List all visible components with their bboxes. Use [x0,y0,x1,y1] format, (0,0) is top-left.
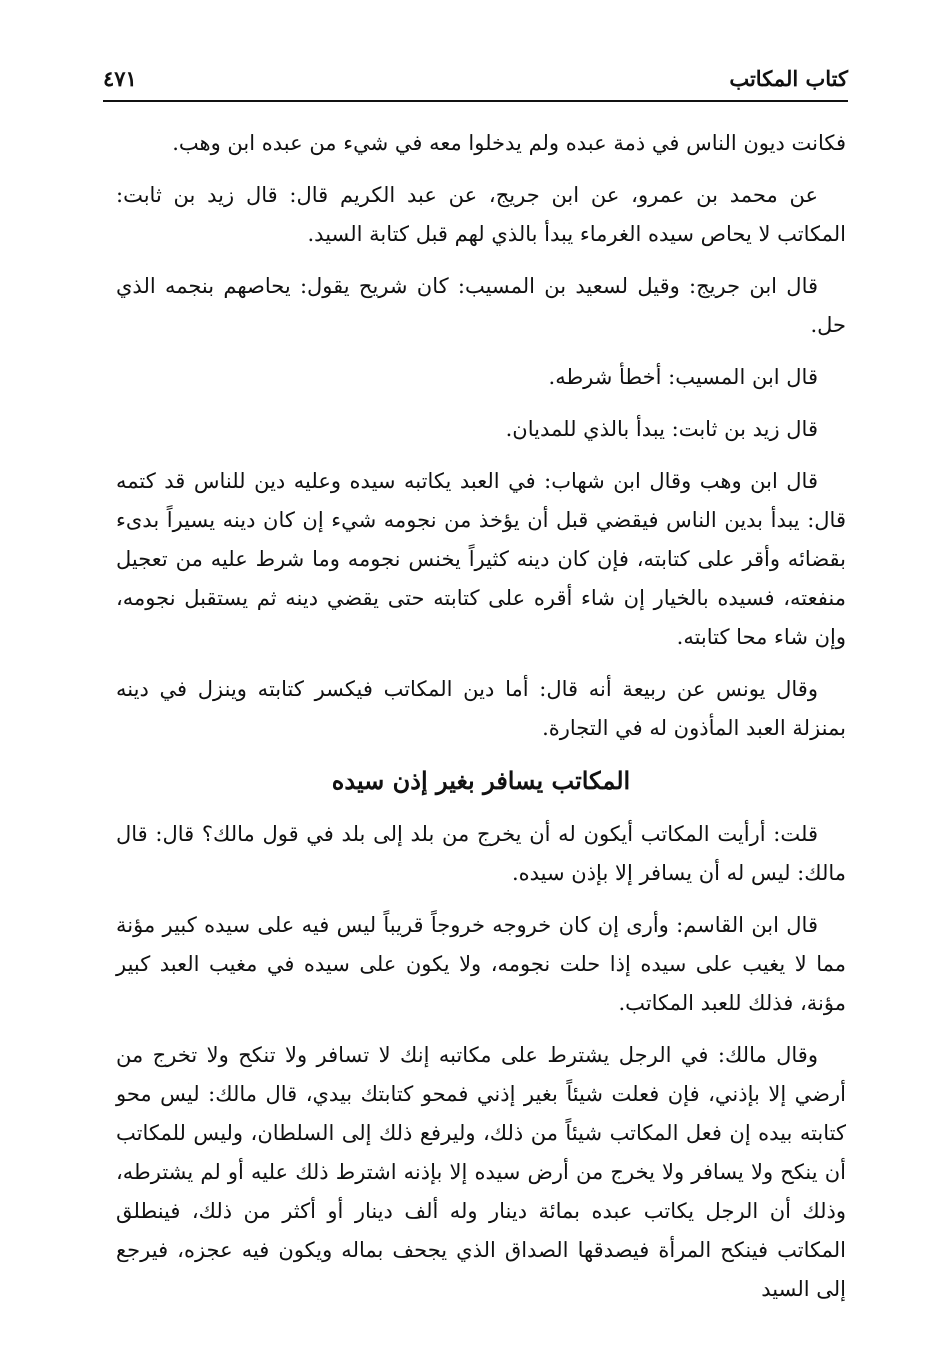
page-header [103,66,848,102]
paragraph: قال ابن القاسم: وأرى إن كان خروجه خروجاً قريباً ليس فيه على سيده كبير مؤنة مما لا يغيب على سيده إذا حلت نجومه، ولا يكون على سيده في مغيب العبد كبير مؤنة، فذلك للعبد المكاتب. [116,913,846,1015]
paragraph: عن محمد بن عمرو، عن ابن جريج، عن عبد الكريم قال: قال زيد بن ثابت: المكاتب لا يحاص سيده الغرماء يبدأ بالذي لهم قبل كتابة السيد. [116,183,846,246]
paragraph: وقال مالك: في الرجل يشترط على مكاتبه إنك لا تسافر ولا تنكح ولا تخرج من أرضي إلا بإذني، فإن فعلت شيئاً بغير إذني فمحو كتابتك بيدي، قال مالك: ليس محو كتابته بيده إن فعل المكاتب شيئاً من ذلك، وليرفع ذلك إلى السلطان، وليس للمكاتب أن ينكح ولا يسافر ولا يخرج من أرض سيده إلا بإذنه اشترط ذلك عليه أو لم يشترطه، وذلك أن الرجل يكاتب عبده بمائة دينار وله ألف دينار أو أكثر من ذلك، فينطلق المكاتب فينكح المرأة فيصدقها الصداق الذي يجحف بماله ويكون فيه عجزه، فيرجع إلى السيد [116,1043,846,1301]
paragraph: قال ابن جريج: وقيل لسعيد بن المسيب: كان شريح يقول: يحاصهم بنجمه الذي حل. [116,274,846,337]
paragraph: قلت: أرأيت المكاتب أيكون له أن يخرج من بلد إلى بلد في قول مالك؟ قال: قال مالك: ليس له أن يسافر إلا بإذن سيده. [116,822,846,885]
chapter-title: كتاب المكاتب [729,66,848,91]
page-body [116,124,846,1322]
section-heading: المكاتب يسافر بغير إذن سيده [331,766,631,795]
paragraph: قال ابن وهب وقال ابن شهاب: في العبد يكاتبه سيده وعليه دين للناس قد كتمه قال: يبدأ بدين الناس فيقضي قبل أن يؤخذ من نجومه شيء إن كان دينه يسيراً بدىء بقضائه وأقر على كتابته، فإن كان دينه كثيراً يخنس نجومه وما شرط عليه من تعجيل منفعته، فسيده بالخيار إن شاء أقره على كتابته حتى يقضي دينه ثم يستقبل نجومه، وإن شاء محا كتابته. [116,469,846,649]
paragraph: قال ابن المسيب: أخطأ شرطه. [548,365,818,389]
page-number: ٤٧١ [103,66,137,91]
paragraph: قال زيد بن ثابت: يبدأ بالذي للمديان. [505,417,818,441]
paragraph: فكانت ديون الناس في ذمة عبده ولم يدخلوا معه في شيء من عبده ابن وهب. [172,131,846,155]
paragraph: وقال يونس عن ربيعة أنه قال: أما دين المكاتب فيكسر كتابته وينزل في دينه بمنزلة العبد المأذون له في التجارة. [116,677,846,740]
